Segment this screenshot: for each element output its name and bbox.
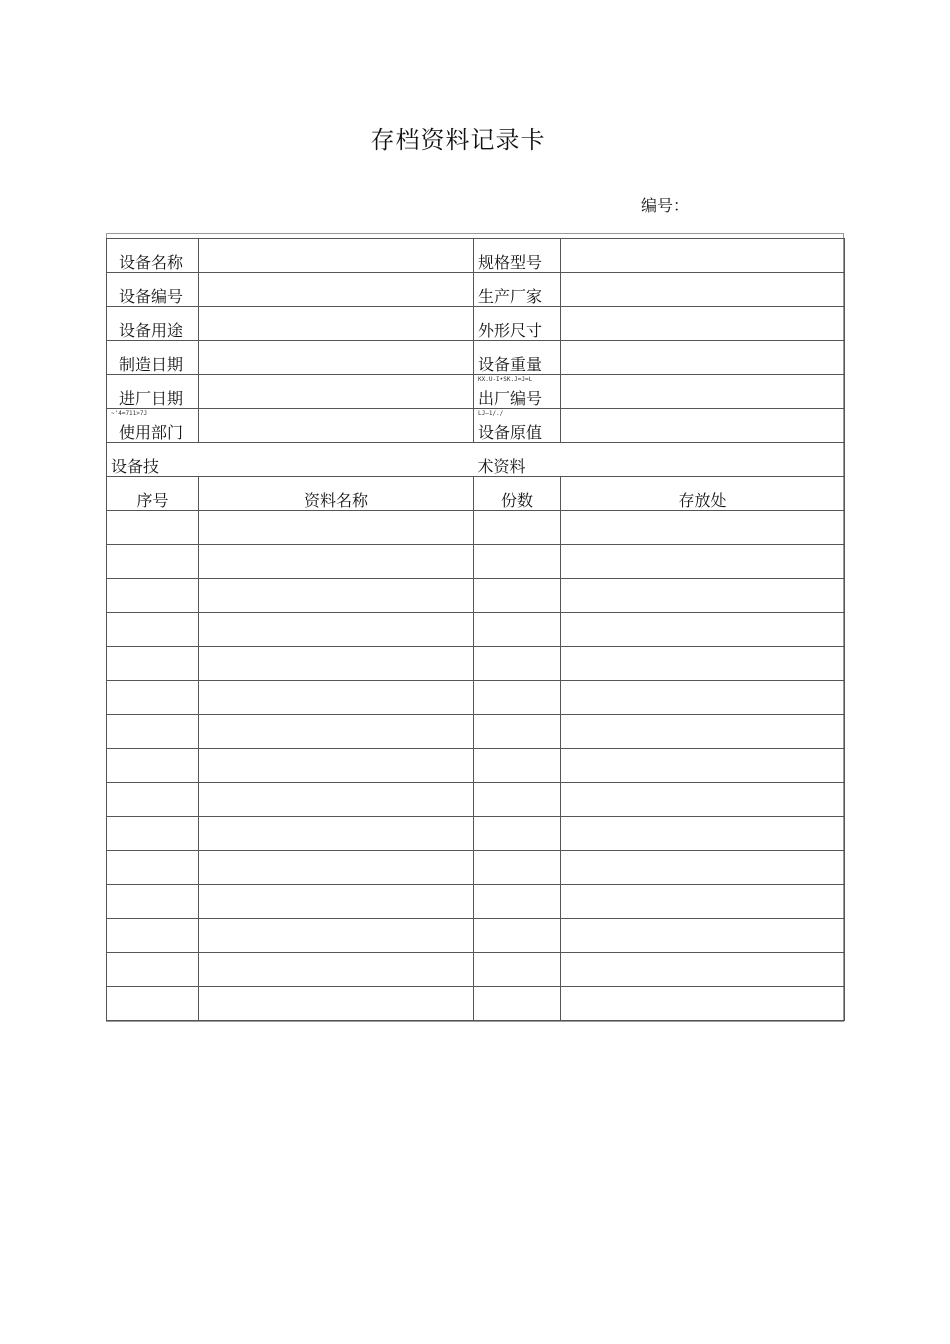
record-index-cell[interactable] [107,749,199,783]
record-location-cell[interactable] [561,885,845,919]
record-row [107,817,845,851]
record-doc-name-cell[interactable] [199,953,474,987]
record-index-cell[interactable] [107,715,199,749]
record-copies-cell[interactable] [474,987,561,1021]
record-doc-name-cell[interactable] [199,545,474,579]
record-copies-cell[interactable] [474,851,561,885]
info-left-value[interactable] [199,307,474,341]
equipment-info-section [107,239,845,443]
record-location-cell[interactable] [561,511,845,545]
info-row [107,307,845,341]
info-row [107,273,845,307]
info-right-value[interactable] [561,375,845,409]
record-row [107,511,845,545]
record-copies-cell[interactable] [474,545,561,579]
record-card-table [106,238,845,1021]
record-row [107,579,845,613]
info-right-value[interactable] [561,273,845,307]
record-location-cell[interactable] [561,647,845,681]
record-location-cell[interactable] [561,613,845,647]
record-location-cell[interactable] [561,987,845,1021]
info-right-value[interactable] [561,239,845,273]
info-right-label [474,409,561,443]
record-index-cell[interactable] [107,885,199,919]
record-doc-name-cell[interactable] [199,511,474,545]
record-copies-cell[interactable] [474,919,561,953]
record-index-cell[interactable] [107,545,199,579]
record-doc-name-cell[interactable] [199,851,474,885]
record-index-cell[interactable] [107,579,199,613]
info-right-value[interactable] [561,341,845,375]
record-location-cell[interactable] [561,919,845,953]
record-index-cell[interactable] [107,817,199,851]
serial-scan-noise: LJ—1/./ [478,410,504,417]
record-copies-cell[interactable] [474,783,561,817]
record-location-cell[interactable] [561,545,845,579]
info-left-value[interactable] [199,409,474,443]
column-header-location: 存放处 [561,477,845,511]
section-title-row [107,443,845,477]
record-copies-cell[interactable] [474,817,561,851]
record-location-cell[interactable] [561,953,845,987]
record-row [107,783,845,817]
record-copies-cell[interactable] [474,613,561,647]
record-index-cell[interactable] [107,953,199,987]
record-doc-name-cell[interactable] [199,783,474,817]
record-doc-name-cell[interactable] [199,613,474,647]
section-title-right: 术资料 [477,457,526,476]
record-copies-cell[interactable] [474,511,561,545]
record-location-cell[interactable] [561,851,845,885]
record-row [107,919,845,953]
info-row [107,239,845,273]
info-left-label: 进厂日期 [107,375,199,409]
info-left-label: 制造日期 [107,341,199,375]
serial-scan-label: 设备原值 [478,423,543,442]
record-doc-name-cell[interactable] [199,817,474,851]
info-left-value[interactable] [199,375,474,409]
use-dept-scan-noise: ~'4=711>7J [111,410,148,417]
column-header-doc-name: 资料名称 [199,477,474,511]
record-row [107,545,845,579]
records-section [107,511,845,1021]
record-copies-cell[interactable] [474,953,561,987]
info-left-label: 设备编号 [107,273,199,307]
record-location-cell[interactable] [561,783,845,817]
record-copies-cell[interactable] [474,579,561,613]
section-title-left: 设备技 [111,457,160,476]
record-row [107,681,845,715]
record-row [107,715,845,749]
page-title: 存档资料记录卡 [370,126,546,154]
info-left-value[interactable] [199,341,474,375]
record-index-cell[interactable] [107,647,199,681]
record-doc-name-cell[interactable] [199,579,474,613]
info-right-value[interactable] [561,307,845,341]
info-left-label [107,409,199,443]
record-row [107,885,845,919]
record-copies-cell[interactable] [474,749,561,783]
record-doc-name-cell[interactable] [199,749,474,783]
record-location-cell[interactable] [561,749,845,783]
info-right-label: 外形尺寸 [474,307,561,341]
record-row [107,647,845,681]
document-number-label: 编号： [641,196,690,215]
info-row [107,409,845,443]
record-index-cell[interactable] [107,511,199,545]
record-location-cell[interactable] [561,681,845,715]
record-location-cell[interactable] [561,579,845,613]
info-right-label: 生产厂家 [474,273,561,307]
info-right-label: 设备重量 [474,341,561,375]
section-title-right-cell [474,443,845,477]
record-row [107,749,845,783]
record-doc-name-cell[interactable] [199,715,474,749]
column-header-copies: 份数 [474,477,561,511]
record-row [107,851,845,885]
info-right-value[interactable] [561,409,845,443]
record-index-cell[interactable] [107,851,199,885]
info-row [107,341,845,375]
record-copies-cell[interactable] [474,715,561,749]
record-doc-name-cell[interactable] [199,987,474,1021]
record-index-cell[interactable] [107,987,199,1021]
record-row [107,953,845,987]
document-number [641,193,693,216]
record-doc-name-cell[interactable] [199,647,474,681]
info-left-value[interactable] [199,273,474,307]
record-doc-name-cell[interactable] [199,681,474,715]
section-title-left-cell [107,443,474,477]
info-left-label: 设备用途 [107,307,199,341]
record-copies-cell[interactable] [474,647,561,681]
record-doc-name-cell[interactable] [199,885,474,919]
record-location-cell[interactable] [561,817,845,851]
record-index-cell[interactable] [107,613,199,647]
info-left-value[interactable] [199,239,474,273]
info-right-label [474,375,561,409]
weight-scan-noise: KX.U-I•SK.J=J=L [478,376,533,383]
record-copies-cell[interactable] [474,681,561,715]
record-location-cell[interactable] [561,715,845,749]
info-row [107,375,845,409]
record-copies-cell[interactable] [474,885,561,919]
record-index-cell[interactable] [107,783,199,817]
record-doc-name-cell[interactable] [199,919,474,953]
info-right-label: 规格型号 [474,239,561,273]
info-left-label: 设备名称 [107,239,199,273]
record-index-cell[interactable] [107,681,199,715]
record-row [107,613,845,647]
technical-docs-heading [107,443,845,511]
use-dept-scan-label: 使用部门 [119,423,184,442]
column-header-row [107,477,845,511]
record-index-cell[interactable] [107,919,199,953]
record-row [107,987,845,1021]
weight-scan-label: 出厂编号 [478,389,543,408]
column-header-index: 序号 [107,477,199,511]
